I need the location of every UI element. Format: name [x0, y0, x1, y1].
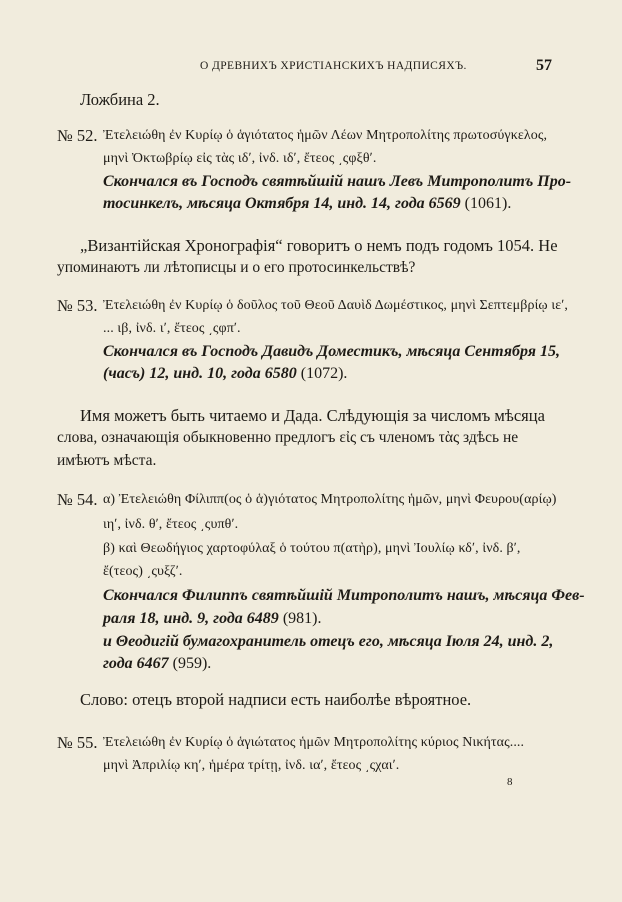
entry-number: № 54.: [57, 490, 98, 509]
greek-inscription-line: ... ιβ, ἰνδ. ιʹ, ἔτεος ͵ςφπʹ.: [103, 321, 241, 336]
russian-translation-line: Скончался Филиппъ святѣйшій Митрополитъ нашъ, мѣсяца Фев-: [103, 587, 585, 604]
greek-inscription-line: ἔ(τεος) ͵ςυξζʹ.: [103, 564, 183, 579]
russian-translation-line: Скончался въ Господъ святѣйшій нашъ Левъ Митрополитъ Про-: [103, 173, 572, 190]
commentary-line: Имя можетъ быть читаемо и Дада. Слѣдующія за числомъ мѣсяца: [80, 406, 545, 425]
greek-inscription-line: β) καὶ Θεωδήγιος χαρτοφύλαξ ὁ τούτου π(ατὴρ), μηνὶ Ἰουλίῳ κδʹ, ἰνδ. βʹ,: [103, 541, 521, 556]
greek-inscription-line: μηνὶ Ὀκτωβρίῳ εἰς τὰς ιδʹ, ἰνδ. ιδʹ, ἔτεος ͵ςφξθʹ.: [103, 151, 377, 166]
commentary-line: Слово: отецъ второй надписи есть наиболѣе вѣроятное.: [80, 690, 472, 709]
commentary-line: имѣютъ мѣста.: [57, 452, 157, 469]
entry-number: № 53.: [57, 296, 98, 315]
locality-heading: Ложбина 2.: [80, 90, 160, 109]
greek-inscription-line: μηνὶ Ἀπριλίῳ κηʹ, ἡμέρα τρίτῃ, ἰνδ. ιαʹ, ἔτεος ͵ςχαιʹ.: [103, 758, 400, 773]
russian-translation-line: и Θеодигій бумагохранитель отецъ его, мѣсяца Іюля 24, инд. 2,: [103, 633, 554, 650]
greek-inscription-line: α) Ἐτελειώθη Φίλιππ(ος ὁ ἁ)γιότατος Μητροπολίτης ἡμῶν, μηνὶ Φευρου(αρίῳ): [103, 492, 557, 507]
russian-translation-line: года 6467 (959).: [103, 655, 212, 672]
greek-inscription-line: Ἐτελειώθη ἐν Κυρίῳ ὁ ἁγιότατος ἡμῶν Λέων Μητροπολίτης πρωτοσύγκελος,: [103, 128, 548, 143]
russian-translation-line: раля 18, инд. 9, года 6489 (981).: [103, 610, 322, 627]
commentary-line: слова, означающія обыкновенно предлогъ εἰς съ членомъ τὰς здѣсь не: [57, 429, 519, 446]
greek-inscription-line: ιηʹ, ἰνδ. θʹ, ἔτεος ͵ςυπθʹ.: [103, 517, 239, 532]
page-number: 57: [536, 57, 552, 74]
entry-number: № 55.: [57, 733, 98, 752]
signature-mark: 8: [507, 776, 513, 788]
entry-number: № 52.: [57, 126, 98, 145]
greek-inscription-line: Ἐτελειώθη ἐν Κυρίῳ ὁ δοῦλος τοῦ Θεοῦ Δαυὶδ Δωμέστικος, μηνὶ Σεπτεμβρίῳ ιεʹ,: [103, 298, 568, 313]
russian-translation-line: тосинкелъ, мѣсяца Октября 14, инд. 14, года 6569 (1061).: [103, 195, 512, 212]
running-header: О ДРЕВНИХЪ ХРИСТІАНСКИХЪ НАДПИСЯХЪ.: [200, 60, 467, 72]
commentary-line: упоминаютъ ли лѣтописцы и о его протосинкельствѣ?: [57, 259, 416, 276]
russian-translation-line: Скончался въ Господъ Давидъ Доместикъ, мѣсяца Сентября 15,: [103, 343, 560, 360]
greek-inscription-line: Ἐτελειώθη ἐν Κυρίῳ ὁ ἁγιώτατος ἡμῶν Μητροπολίτης κύριος Νικήτας....: [103, 735, 525, 750]
commentary-line: „Византійская Хронографія“ говоритъ о немъ подъ годомъ 1054. Не: [80, 236, 558, 255]
russian-translation-line: (часъ) 12, инд. 10, года 6580 (1072).: [103, 365, 348, 382]
